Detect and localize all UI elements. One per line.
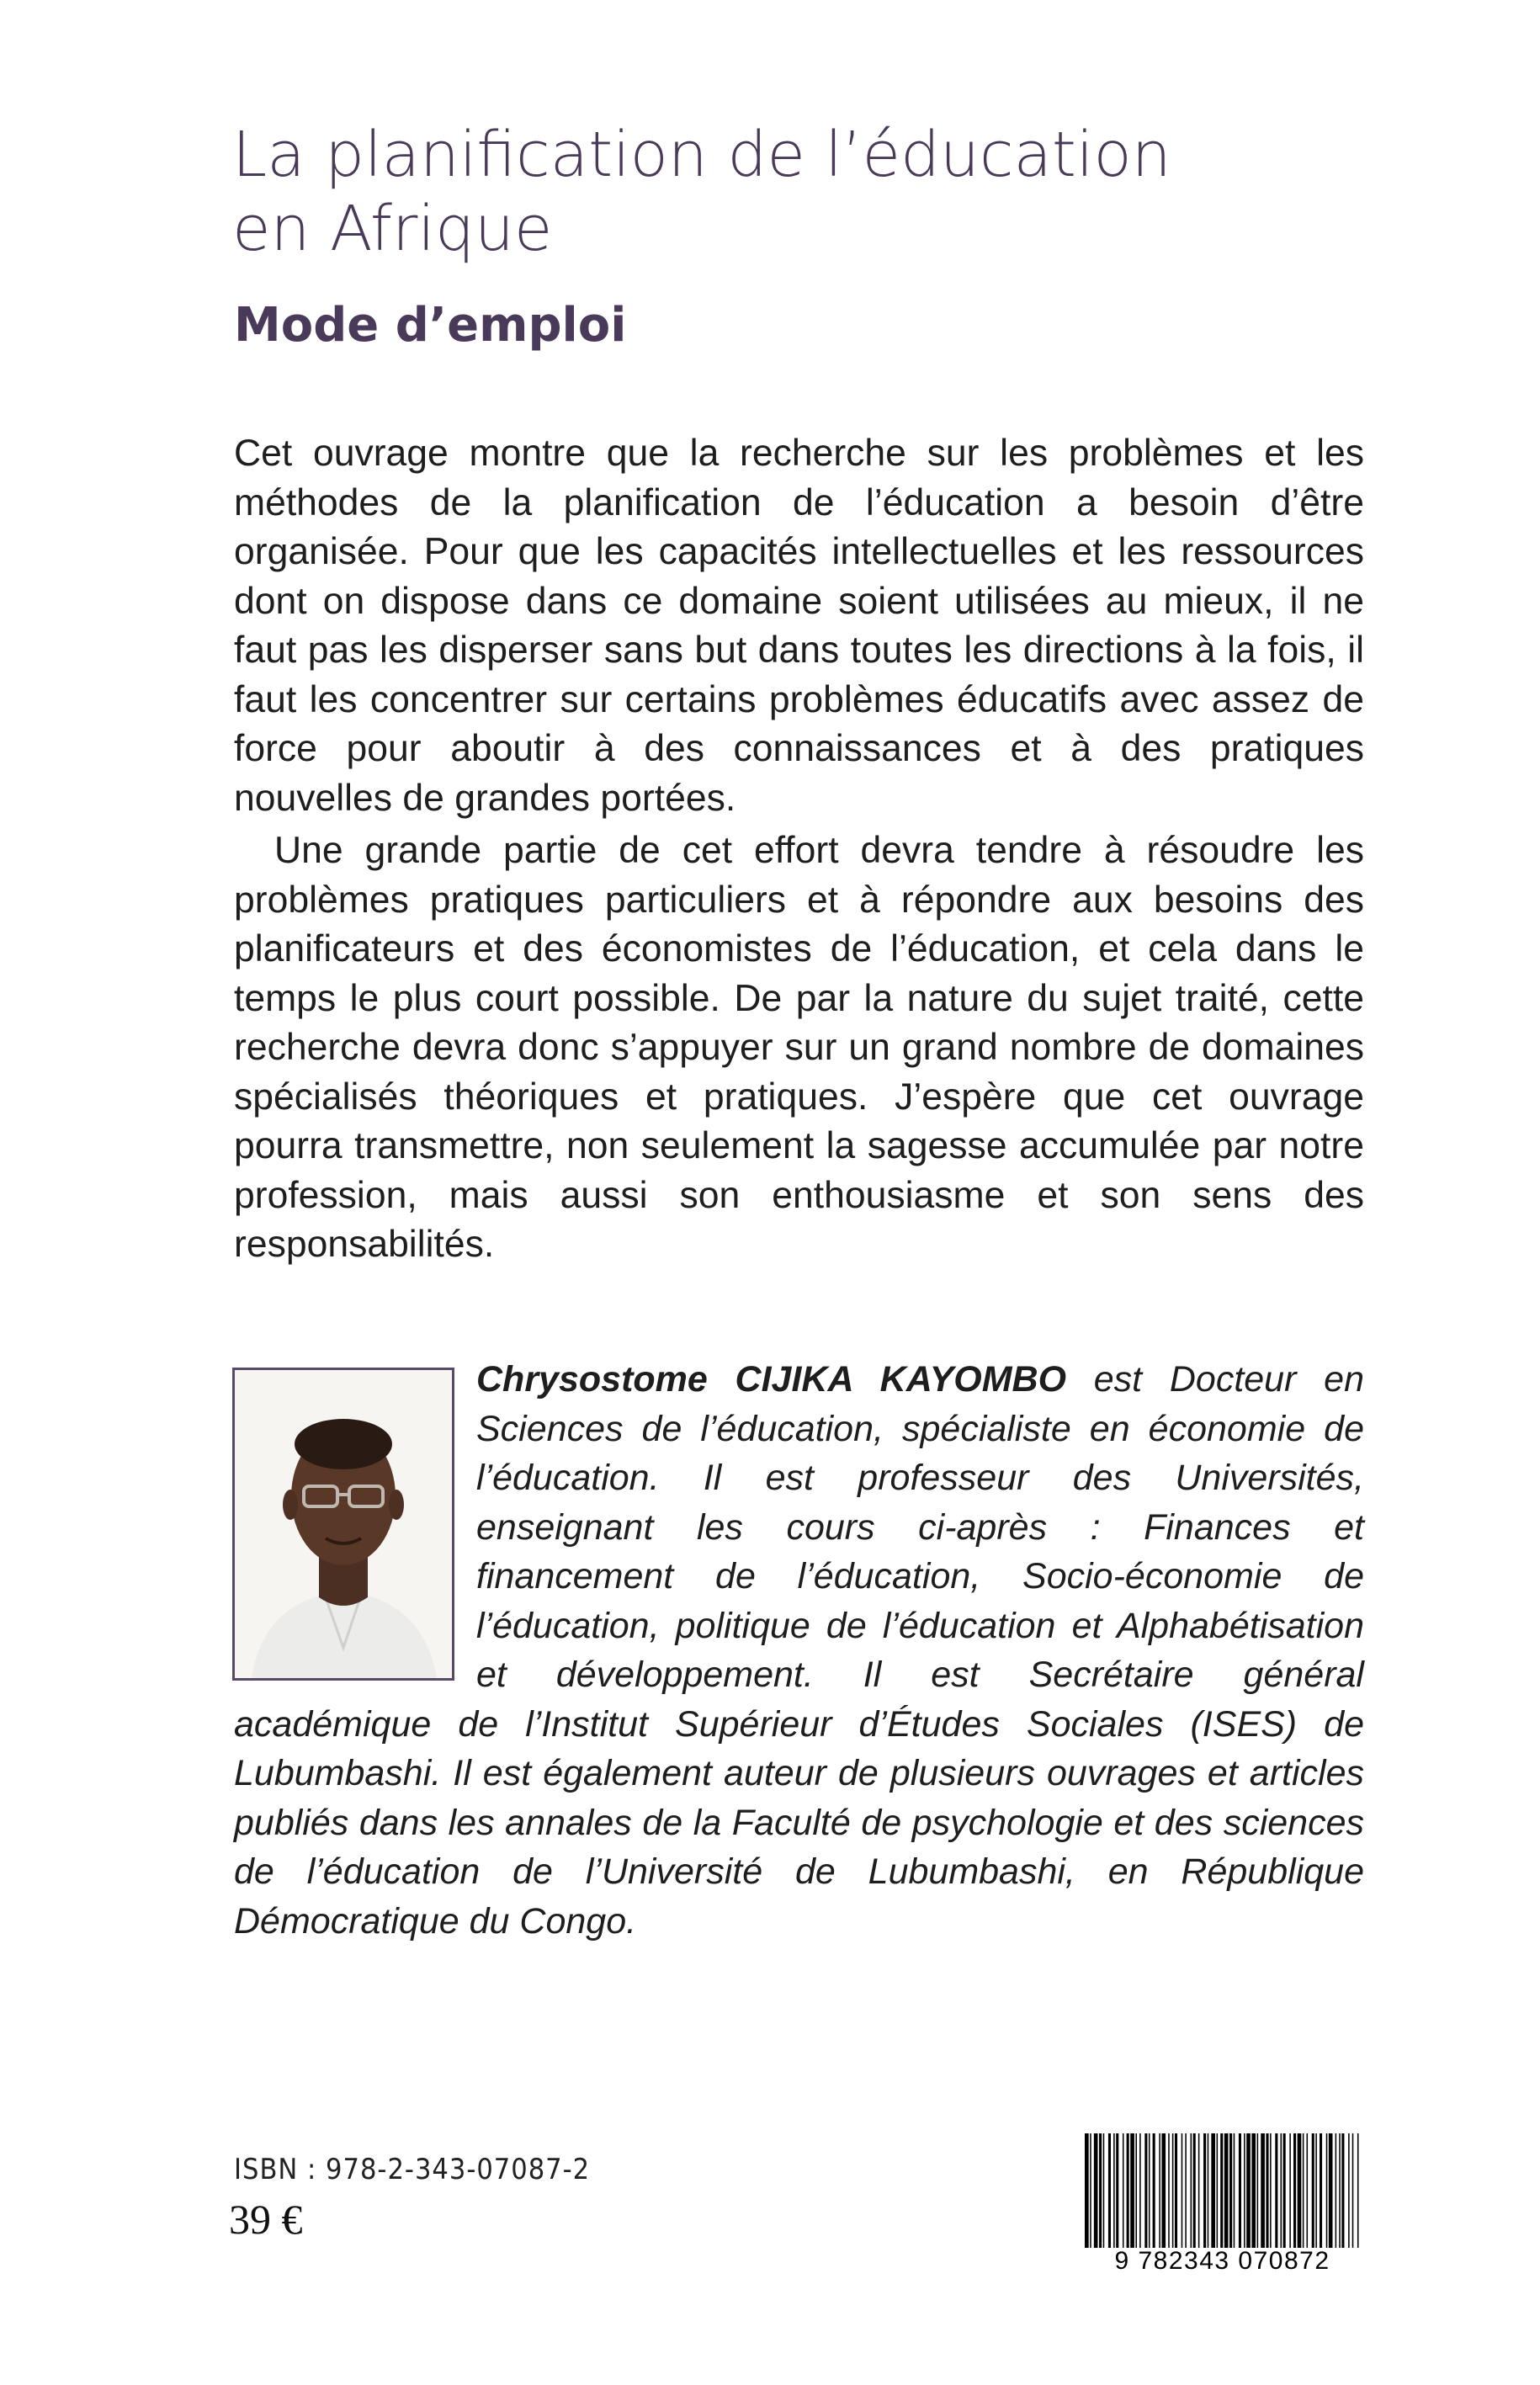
barcode-bar (1123, 2133, 1124, 2260)
barcode-bar (1339, 2133, 1341, 2260)
barcode-bar (1116, 2133, 1118, 2260)
barcode-bar (1139, 2133, 1141, 2260)
book-title-line-1: La planification de l’éducation (232, 119, 1171, 191)
barcode-bar (1270, 2133, 1272, 2260)
barcode-bar (1246, 2133, 1251, 2260)
barcode-bar (1153, 2133, 1155, 2260)
book-title-line-2: en Afrique (232, 193, 553, 265)
barcode-bar (1159, 2133, 1160, 2260)
price-label: 39 € (229, 2196, 303, 2243)
barcode-bar (1168, 2133, 1170, 2260)
barcode-bar (1103, 2133, 1105, 2260)
ean-barcode (1081, 2133, 1363, 2275)
barcode-bar (1293, 2133, 1296, 2260)
barcode-bar (1185, 2133, 1187, 2260)
barcode-bar (1175, 2133, 1177, 2260)
barcode-bar (1348, 2133, 1350, 2260)
isbn-number: ISBN : 978-2-343-07087-2 (234, 2153, 591, 2186)
barcode-bar (1090, 2133, 1091, 2260)
barcode-bar (1113, 2133, 1115, 2260)
barcode-bar (1244, 2133, 1245, 2260)
barcode-bar (1261, 2133, 1265, 2260)
barcode-bar (1099, 2133, 1102, 2260)
barcode-bar (1320, 2133, 1322, 2260)
barcode-bar (1251, 2133, 1256, 2260)
author-name: Chrysostome CIJIKA KAYOMBO (476, 1359, 1067, 1400)
barcode-bar (1211, 2133, 1215, 2260)
barcode-bar (1094, 2133, 1098, 2260)
barcode-bar (1229, 2133, 1232, 2260)
author-bio-text: est Docteur en Sciences de l’éducation, spécialiste en économie de l’éducation. Il est professeur des Universités, enseignant les cours ci-après : Finances et financement de l’éducation, Socio-économie de l’éducation, politique de l’éducation et Alphabétisation et développement. Il est Secrétaire général académique de l’Institut Supérieur d’Études Sociales (ISES) de Lubumbashi. Il est également auteur de plusieurs ouvrages et articles publiés dans les annales de la Faculté de psychologie et des sciences de l’éducation de l’Université de Lubumbashi, en République Démocratique du Congo. (234, 1359, 1364, 1941)
barcode-bar (1224, 2133, 1229, 2260)
barcode-bar (1298, 2133, 1302, 2260)
barcode-bar (1208, 2133, 1209, 2260)
barcode-bar (1144, 2133, 1147, 2260)
photo-wrap-spacer (234, 1355, 476, 1687)
barcode-bar (1352, 2133, 1354, 2260)
barcode-bar (1172, 2133, 1174, 2260)
barcode-bar (1135, 2133, 1137, 2260)
barcode-bar (1220, 2133, 1223, 2260)
barcode-bar (1303, 2133, 1304, 2260)
author-biography (234, 1355, 1364, 1946)
barcode-bar (1182, 2133, 1183, 2260)
barcode-bar (1257, 2133, 1259, 2260)
barcode-bar (1326, 2133, 1328, 2260)
barcode-bar (1341, 2133, 1344, 2260)
barcode-bar (1130, 2133, 1134, 2260)
barcode-bar (1108, 2133, 1111, 2260)
barcode-bar (1203, 2133, 1206, 2260)
book-subtitle: Mode d’emploi (234, 298, 627, 353)
back-cover-blurb (234, 429, 1364, 1270)
barcode-bar (1239, 2133, 1241, 2260)
barcode-bar (1127, 2133, 1129, 2260)
barcode-bar (1085, 2133, 1089, 2260)
blurb-paragraph-1: Cet ouvrage montre que la recherche sur les problèmes et les méthodes de la planification de l’éducation a besoin d’être organisée. Pour que les capacités intellectuelles et les ressources dont on dispose dans ce domaine soient utilisées au mieux, il ne faut pas les disperser sans but dans toutes les directions à la fois, il faut les concentrer sur certains problèmes éducatifs avec assez de force pour aboutir à des connaissances et à des pratiques nouvelles de grandes portées. (234, 433, 1364, 819)
barcode-bar (1149, 2133, 1150, 2260)
barcode-bar (1191, 2133, 1192, 2260)
barcode-bar (1281, 2133, 1282, 2260)
barcode-bar (1329, 2133, 1333, 2260)
barcode-bar (1275, 2133, 1277, 2260)
book-title (232, 118, 1326, 266)
barcode-digits: 9 782343 070872 (1081, 2248, 1363, 2275)
barcode-bar (1217, 2133, 1219, 2260)
barcode-bar (1193, 2133, 1196, 2260)
barcode-bar (1307, 2133, 1309, 2260)
barcode-bar (1161, 2133, 1166, 2260)
barcode-bar (1336, 2133, 1337, 2260)
blurb-paragraph-2: Une grande partie de cet effort devra tendre à résoudre les problèmes pratiques particuliers et à répondre aux besoins des planificateurs et des économistes de l’éducation, et cela dans le temps le plus court possible. De par la nature du sujet traité, cette recherche devra donc s’appuyer sur un grand nombre de domaines spécialisés théoriques et pratiques. J’espère que cet ouvrage pourra transmettre, non seulement la sagesse accumulée par notre profession, mais aussi son enthousiasme et son sens des responsabilités. (234, 830, 1364, 1265)
barcode-bar (1283, 2133, 1286, 2260)
barcode-bar (1234, 2133, 1235, 2260)
barcode-bar (1315, 2133, 1317, 2260)
barcode-bar (1266, 2133, 1268, 2260)
barcode-bar (1312, 2133, 1314, 2260)
barcode-bar (1289, 2133, 1291, 2260)
barcode-bar (1198, 2133, 1200, 2260)
barcode-bar (1357, 2133, 1359, 2260)
